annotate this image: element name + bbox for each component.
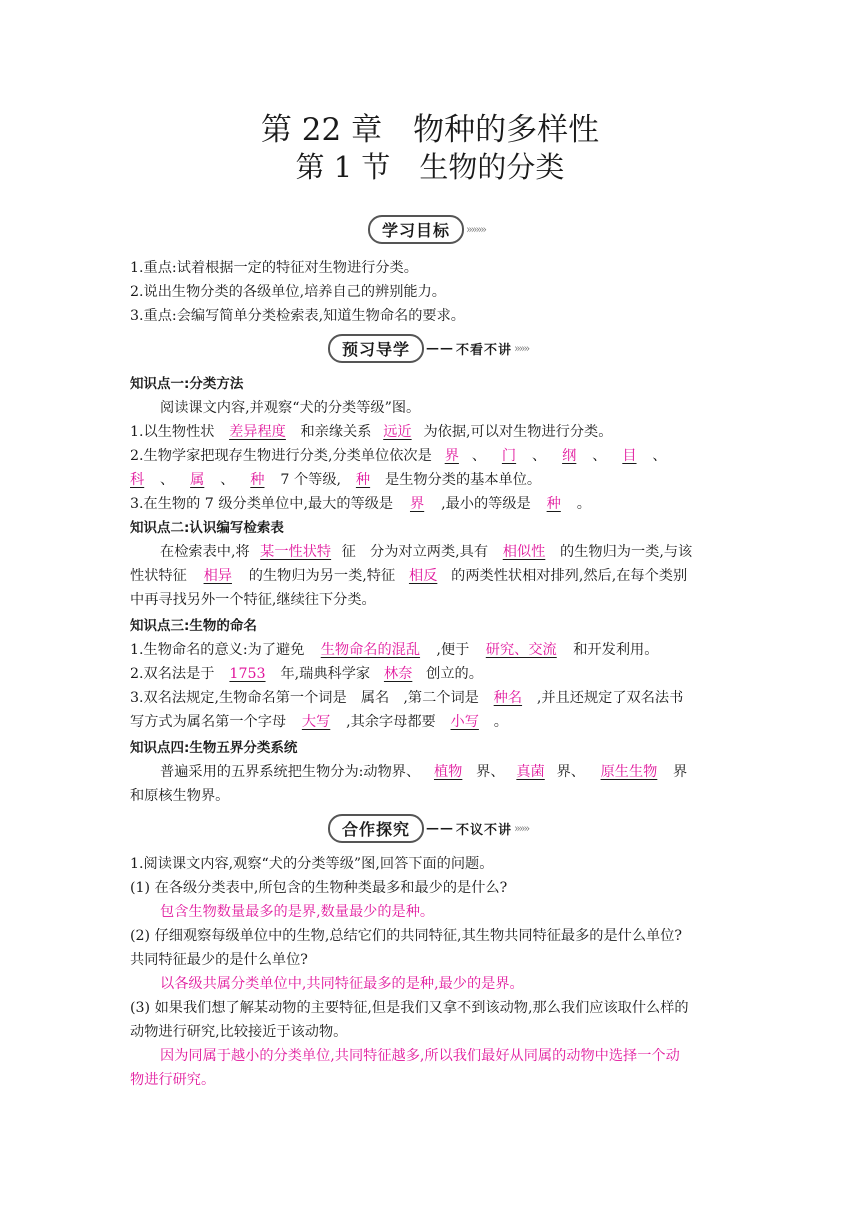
section-title: 第 1 节 生物的分类 xyxy=(295,150,565,184)
blank-answer: 相反 xyxy=(408,568,438,584)
blank-answer: 科 xyxy=(130,472,145,488)
coop-q0: 1.阅读课文内容,观察“犬的分类等级”图,回答下面的问题。 xyxy=(130,856,494,872)
chevron-decoration-icon: »»» xyxy=(514,341,529,355)
blank-answer: 差异程度 xyxy=(229,424,286,440)
blank-answer: 小写 xyxy=(450,714,479,730)
blank-answer: 某一性状特 xyxy=(260,544,332,560)
coop-q3-line-1: (3) 如果我们想了解某动物的主要特征,但是我们又拿不到该动物,那么我们应该取什么样的 xyxy=(130,1000,689,1016)
k1-line-2: 2.生物学家把现存生物进行分类,分类单位依次是 界 、 门 、 纲 、 目 、 xyxy=(130,444,730,468)
blank-answer: 种 xyxy=(355,472,371,488)
blank-answer: 门 xyxy=(501,448,517,464)
blank-answer: 原生生物 xyxy=(600,764,658,780)
k3-line-1: 1.生物命名的意义:为了避免 生物命名的混乱 ,便于 研究、交流 和开发利用。 xyxy=(130,638,730,662)
k1-line-1: 1.以生物性状 差异程度 和亲缘关系 远近 为依据,可以对生物进行分类。 xyxy=(130,420,730,444)
coop-banner-label: 合作探究 xyxy=(328,814,424,843)
goals-banner-label: 学习目标 xyxy=(368,215,464,244)
k1-line-4: 3.在生物的 7 级分类单位中,最大的等级是 界 ,最小的等级是 种 。 xyxy=(130,492,730,516)
coop-answer-3-line-2: 物进行研究。 xyxy=(130,1072,216,1088)
goal-2: 2.说出生物分类的各级单位,培养自己的辨别能力。 xyxy=(130,284,446,300)
blank-answer: 大写 xyxy=(301,714,331,730)
blank-answer: 远近 xyxy=(383,424,412,440)
coop-banner: 合作探究 —— 不议不讲 »»» xyxy=(328,813,528,843)
coop-q1: (1) 在各级分类表中,所包含的生物种类最多和最少的是什么? xyxy=(130,880,508,896)
blank-answer: 生物命名的混乱 xyxy=(320,642,421,658)
blank-answer: 属 xyxy=(190,472,205,488)
preview-banner-label: 预习导学 xyxy=(328,334,424,363)
blank-answer: 林奈 xyxy=(383,666,413,682)
k2-line-1: 在检索表中,将 某一性状特 征 分为对立两类,具有 相似性 的生物归为一类,与该 xyxy=(160,540,760,564)
blank-answer: 界 xyxy=(409,496,425,512)
k1-heading: 知识点一:分类方法 xyxy=(130,376,244,392)
k2-line-3: 中再寻找另外一个特征,继续往下分类。 xyxy=(130,592,376,608)
coop-q2-line-2: 共同特征最少的是什么单位? xyxy=(130,952,308,968)
blank-answer: 纲 xyxy=(562,448,577,464)
k3-line-4: 写方式为属名第一个字母 大写 ,其余字母都要 小写 。 xyxy=(130,710,730,734)
chapter-title: 第 22 章 物种的多样性 xyxy=(260,112,600,148)
goals-banner xyxy=(368,214,485,244)
blank-answer: 真菌 xyxy=(516,764,545,780)
blank-answer: 种 xyxy=(546,496,561,512)
k3-line-2: 2.双名法是于 1753 年,瑞典科学家 林奈 创立的。 xyxy=(130,662,730,686)
chevron-decoration-icon: »»» xyxy=(514,821,529,835)
k4-line-2: 和原核生物界。 xyxy=(130,788,230,804)
blank-answer: 目 xyxy=(622,448,637,464)
blank-answer: 1753 xyxy=(229,666,266,682)
coop-answer-3-line-1: 因为同属于越小的分类单位,共同特征越多,所以我们最好从同属的动物中选择一个动 xyxy=(160,1048,680,1064)
coop-banner-tag: 不议不讲 xyxy=(456,822,513,838)
blank-answer: 种名 xyxy=(493,690,523,706)
chevron-decoration-icon: »»»» xyxy=(466,222,485,236)
blank-answer: 界 xyxy=(444,448,459,464)
coop-answer-1: 包含生物数量最多的是界,数量最少的是种。 xyxy=(160,904,435,920)
blank-answer: 研究、交流 xyxy=(485,642,557,658)
k2-heading: 知识点二:认识编写检索表 xyxy=(130,520,284,536)
goal-3: 3.重点:会编写简单分类检索表,知道生物命名的要求。 xyxy=(130,308,465,324)
coop-q2-line-1: (2) 仔细观察每级单位中的生物,总结它们的共同特征,其生物共同特征最多的是什么单位? xyxy=(130,928,682,944)
k3-line-3: 3.双名法规定,生物命名第一个词是 属名 ,第二个词是 种名 ,并且还规定了双名法书 xyxy=(130,686,730,710)
preview-banner: 预习导学 —— 不看不讲 »»» xyxy=(328,333,528,363)
preview-banner-tag: 不看不讲 xyxy=(456,342,513,358)
blank-answer: 植物 xyxy=(433,764,463,780)
k4-line-1: 普遍采用的五界系统把生物分为:动物界、 植物 界、 真菌 界、 原生生物 界 xyxy=(160,760,760,784)
k2-line-2: 性状特征 相异 的生物归为另一类,特征 相反 的两类性状相对排列,然后,在每个类别 xyxy=(130,564,730,588)
k3-heading: 知识点三:生物的命名 xyxy=(130,618,257,634)
goal-1: 1.重点:试着根据一定的特征对生物进行分类。 xyxy=(130,260,418,276)
k1-line-3: 科 、 属 、 种 7 个等级, 种 是生物分类的基本单位。 xyxy=(130,468,730,492)
k4-heading: 知识点四:生物五界分类系统 xyxy=(130,740,298,756)
blank-answer: 相似性 xyxy=(502,544,546,560)
coop-q3-line-2: 动物进行研究,比较接近于该动物。 xyxy=(130,1024,348,1040)
coop-answer-2: 以各级共属分类单位中,共同特征最多的是种,最少的是界。 xyxy=(160,976,524,992)
k1-intro: 阅读课文内容,并观察“犬的分类等级”图。 xyxy=(160,400,421,416)
blank-answer: 相异 xyxy=(203,568,232,584)
blank-answer: 种 xyxy=(250,472,265,488)
